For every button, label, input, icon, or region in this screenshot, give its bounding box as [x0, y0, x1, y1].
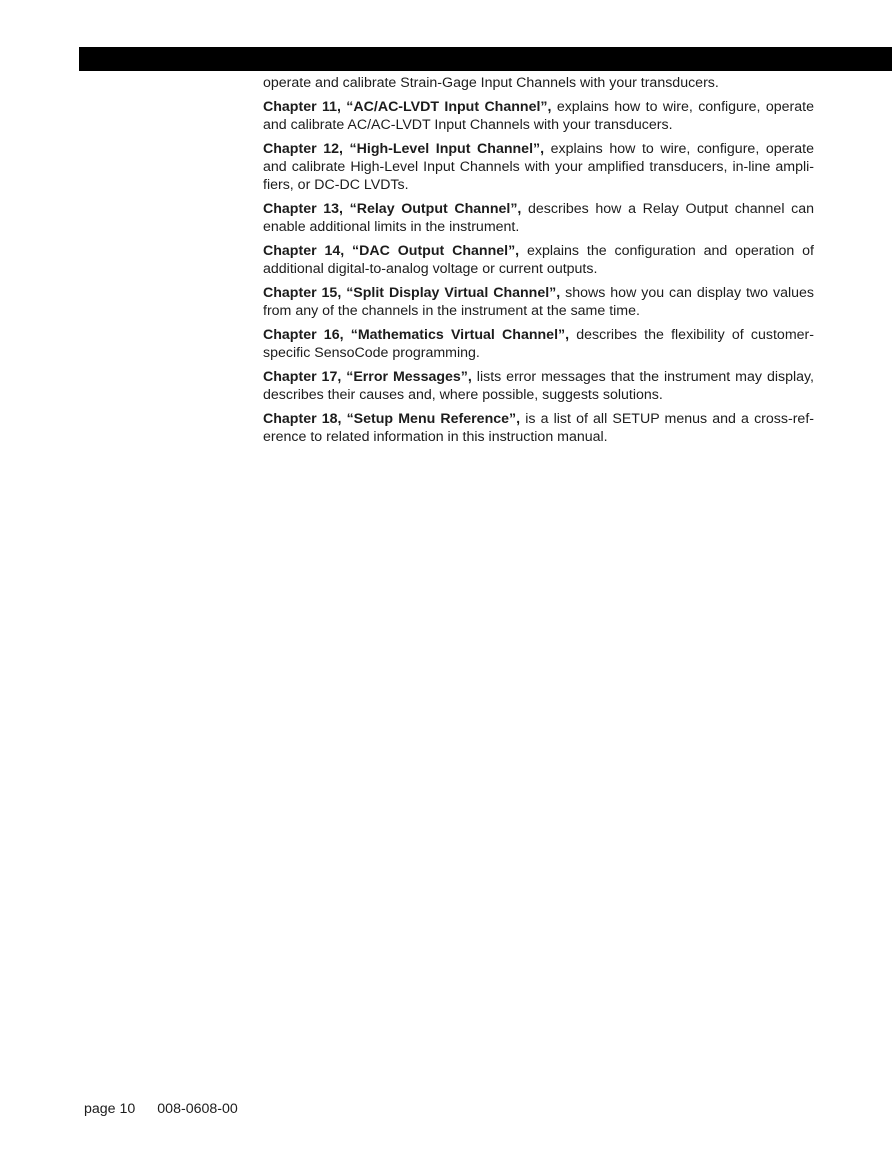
chapter-description: explains the configuration and operation of additional digital-to-analog voltage or current outputs. [263, 243, 814, 277]
chapter-title: Chapter 17, “Error Messages”, [263, 369, 472, 385]
chapter-description: lists error messages that the instrument may display, describes their causes and, where possible, suggests solutions. [263, 369, 814, 403]
chapter-title: Chapter 12, “High-Level Input Channel”, [263, 141, 545, 157]
chapter-entry [263, 140, 814, 194]
page-number: page 10 [84, 1101, 136, 1117]
chapter-description: describes the flexibility of customer-specific SensoCode programming. [263, 327, 814, 361]
chapter-title: Chapter 16, “Mathematics Virtual Channel”, [263, 327, 570, 343]
chapter-title: Chapter 13, “Relay Output Channel”, [263, 201, 522, 217]
chapter-title: Chapter 11, “AC/AC-LVDT Input Channel”, [263, 99, 552, 115]
chapter-entry [263, 368, 814, 404]
chapter-description: explains how to wire, configure, operate and calibrate AC/AC-LVDT Input Channels with your transducers. [263, 99, 814, 133]
chapter-entry [263, 410, 814, 446]
chapter-entry [263, 200, 814, 236]
chapter-title: Chapter 18, “Setup Menu Reference”, [263, 411, 521, 427]
chapter-description: is a list of all SETUP menus and a cross-reference to related information in this instruction manual. [263, 411, 814, 445]
chapter-description: describes how a Relay Output channel can enable additional limits in the instrument. [263, 201, 814, 235]
chapter-entry [263, 326, 814, 362]
chapter-description: shows how you can display two values from any of the channels in the instrument at the same time. [263, 285, 814, 319]
chapter-entry [263, 284, 814, 320]
page-footer [84, 1100, 238, 1118]
document-number: 008-0608-00 [157, 1101, 238, 1117]
chapter-entry [263, 242, 814, 278]
chapter-entry [263, 98, 814, 134]
intro-continuation: operate and calibrate Strain-Gage Input Channels with your transducers. [263, 75, 719, 91]
chapter-title: Chapter 15, “Split Display Virtual Channel”, [263, 285, 561, 301]
chapter-list [263, 74, 814, 452]
chapter-description: explains how to wire, configure, operate and calibrate High-Level Input Channels with your amplified transducers, in-line amplifiers, or DC-DC LVDTs. [263, 141, 814, 193]
chapter-title: Chapter 14, “DAC Output Channel”, [263, 243, 520, 259]
header-bar [79, 47, 892, 71]
